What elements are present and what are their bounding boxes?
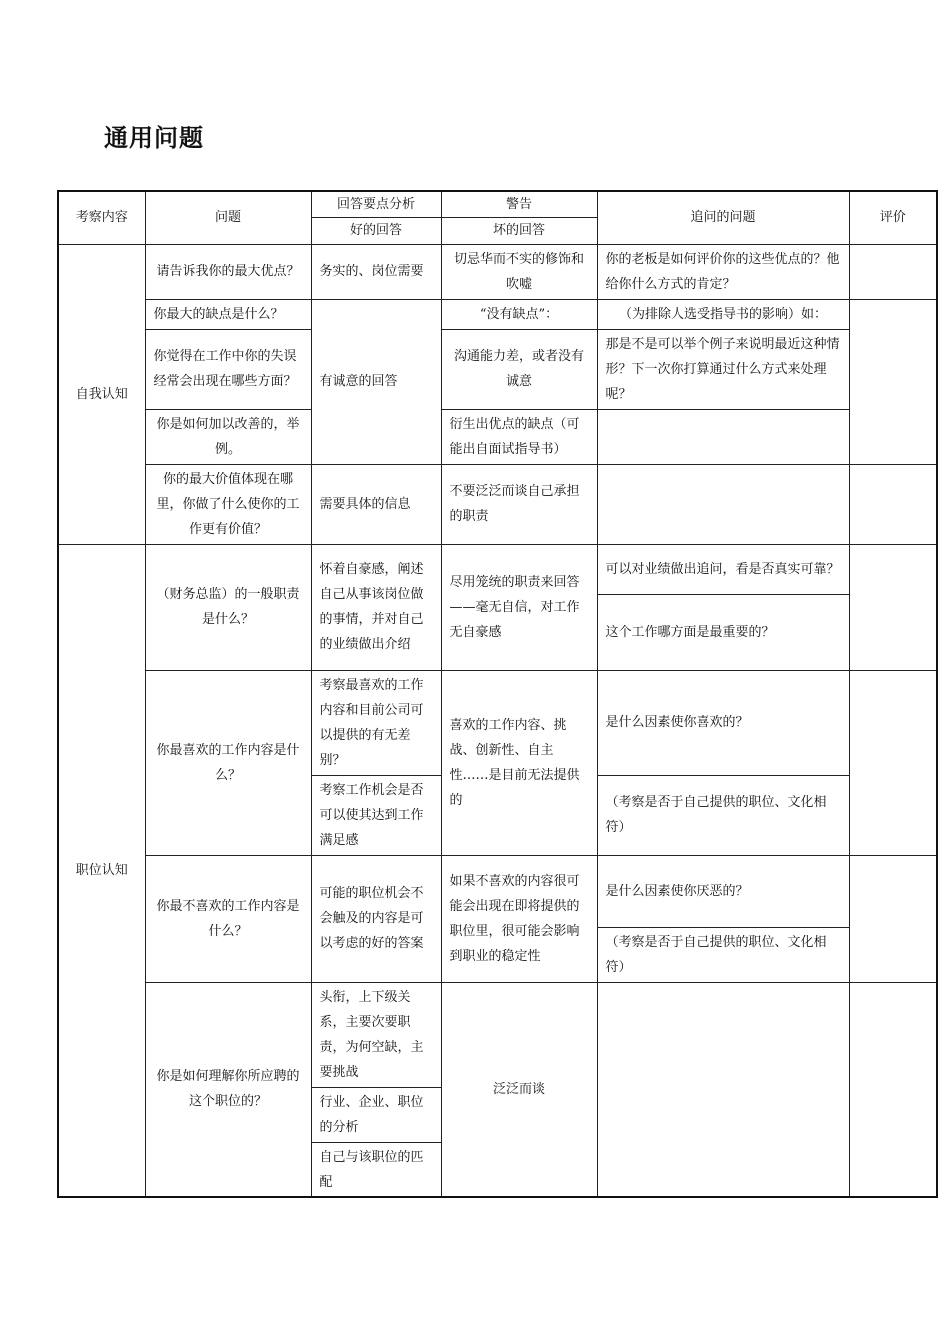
header-bad-answer: 坏的回答 — [441, 217, 597, 244]
followup-cell — [597, 982, 849, 1197]
followup-cell — [597, 464, 849, 544]
header-rating: 评价 — [849, 191, 937, 244]
category-position-awareness: 职位认知 — [58, 544, 145, 1197]
rating-cell — [849, 464, 937, 544]
followup-cell: 这个工作哪方面是最重要的？ — [597, 594, 849, 670]
followup-cell: 那是不是可以举个例子来说明最近这种情形？下一次你打算通过什么方式来处理呢？ — [597, 329, 849, 409]
rating-cell — [849, 670, 937, 855]
interview-questions-table — [57, 190, 938, 1198]
bad-answer-cell: 喜欢的工作内容、挑战、创新性、自主性……是目前无法提供的 — [441, 670, 597, 855]
good-answer-cell: 需要具体的信息 — [311, 464, 441, 544]
good-answer-cell: 行业、企业、职位的分析 — [311, 1087, 441, 1142]
followup-cell: （考察是否于自己提供的职位、文化相符） — [597, 927, 849, 982]
header-question: 问题 — [145, 191, 311, 244]
followup-cell: （为排除人选受指导书的影响）如： — [597, 299, 849, 329]
followup-cell: 是什么因素使你厌恶的？ — [597, 855, 849, 927]
rating-cell — [849, 544, 937, 670]
header-warning: 警告 — [441, 191, 597, 217]
header-good-answer: 好的回答 — [311, 217, 441, 244]
good-answer-cell: 务实的、岗位需要 — [311, 244, 441, 299]
followup-cell: 可以对业绩做出追问，看是否真实可靠？ — [597, 544, 849, 594]
good-answer-cell: 考察最喜欢的工作内容和目前公司可以提供的有无差别？ — [311, 670, 441, 775]
rating-cell — [849, 299, 937, 464]
bad-answer-cell: 切忌华而不实的修饰和吹嘘 — [441, 244, 597, 299]
bad-answer-cell: 衍生出优点的缺点（可能出自面试指导书） — [441, 409, 597, 464]
followup-cell: （考察是否于自己提供的职位、文化相符） — [597, 775, 849, 855]
followup-cell — [597, 409, 849, 464]
bad-answer-cell: 尽用笼统的职责来回答——毫无自信，对工作无自豪感 — [441, 544, 597, 670]
good-answer-cell: 考察工作机会是否可以使其达到工作满足感 — [311, 775, 441, 855]
question-cell: 你的最大价值体现在哪里，你做了什么使你的工作更有价值？ — [145, 464, 311, 544]
question-cell: 你是如何加以改善的，举例。 — [145, 409, 311, 464]
bad-answer-cell: 不要泛泛而谈自己承担的职责 — [441, 464, 597, 544]
question-cell: （财务总监）的一般职责是什么？ — [145, 544, 311, 670]
rating-cell — [849, 855, 937, 982]
question-cell: 你最喜欢的工作内容是什么？ — [145, 670, 311, 855]
followup-cell: 你的老板是如何评价你的这些优点的？他给你什么方式的肯定？ — [597, 244, 849, 299]
header-followup: 追问的问题 — [597, 191, 849, 244]
good-answer-cell: 有诚意的回答 — [311, 299, 441, 464]
rating-cell — [849, 244, 937, 299]
question-cell: 你最大的缺点是什么？ — [145, 299, 311, 329]
bad-answer-cell: “没有缺点”： — [441, 299, 597, 329]
question-cell: 你觉得在工作中你的失误经常会出现在哪些方面？ — [145, 329, 311, 409]
header-analysis: 回答要点分析 — [311, 191, 441, 217]
question-cell: 你最不喜欢的工作内容是什么？ — [145, 855, 311, 982]
question-cell: 你是如何理解你所应聘的这个职位的？ — [145, 982, 311, 1197]
page-title: 通用问题 — [104, 124, 204, 152]
question-cell: 请告诉我你的最大优点？ — [145, 244, 311, 299]
bad-answer-cell: 泛泛而谈 — [441, 982, 597, 1197]
good-answer-cell: 可能的职位机会不会触及的内容是可以考虑的好的答案 — [311, 855, 441, 982]
followup-cell: 是什么因素使你喜欢的？ — [597, 670, 849, 775]
category-self-awareness: 自我认知 — [58, 244, 145, 544]
bad-answer-cell: 如果不喜欢的内容很可能会出现在即将提供的职位里，很可能会影响到职业的稳定性 — [441, 855, 597, 982]
rating-cell — [849, 982, 937, 1197]
good-answer-cell: 自己与该职位的匹配 — [311, 1142, 441, 1197]
good-answer-cell: 怀着自豪感，阐述自己从事该岗位做的事情，并对自己的业绩做出介绍 — [311, 544, 441, 670]
bad-answer-cell: 沟通能力差，或者没有诚意 — [441, 329, 597, 409]
header-category: 考察内容 — [58, 191, 145, 244]
good-answer-cell: 头衔，上下级关系，主要次要职责，为何空缺，主要挑战 — [311, 982, 441, 1087]
